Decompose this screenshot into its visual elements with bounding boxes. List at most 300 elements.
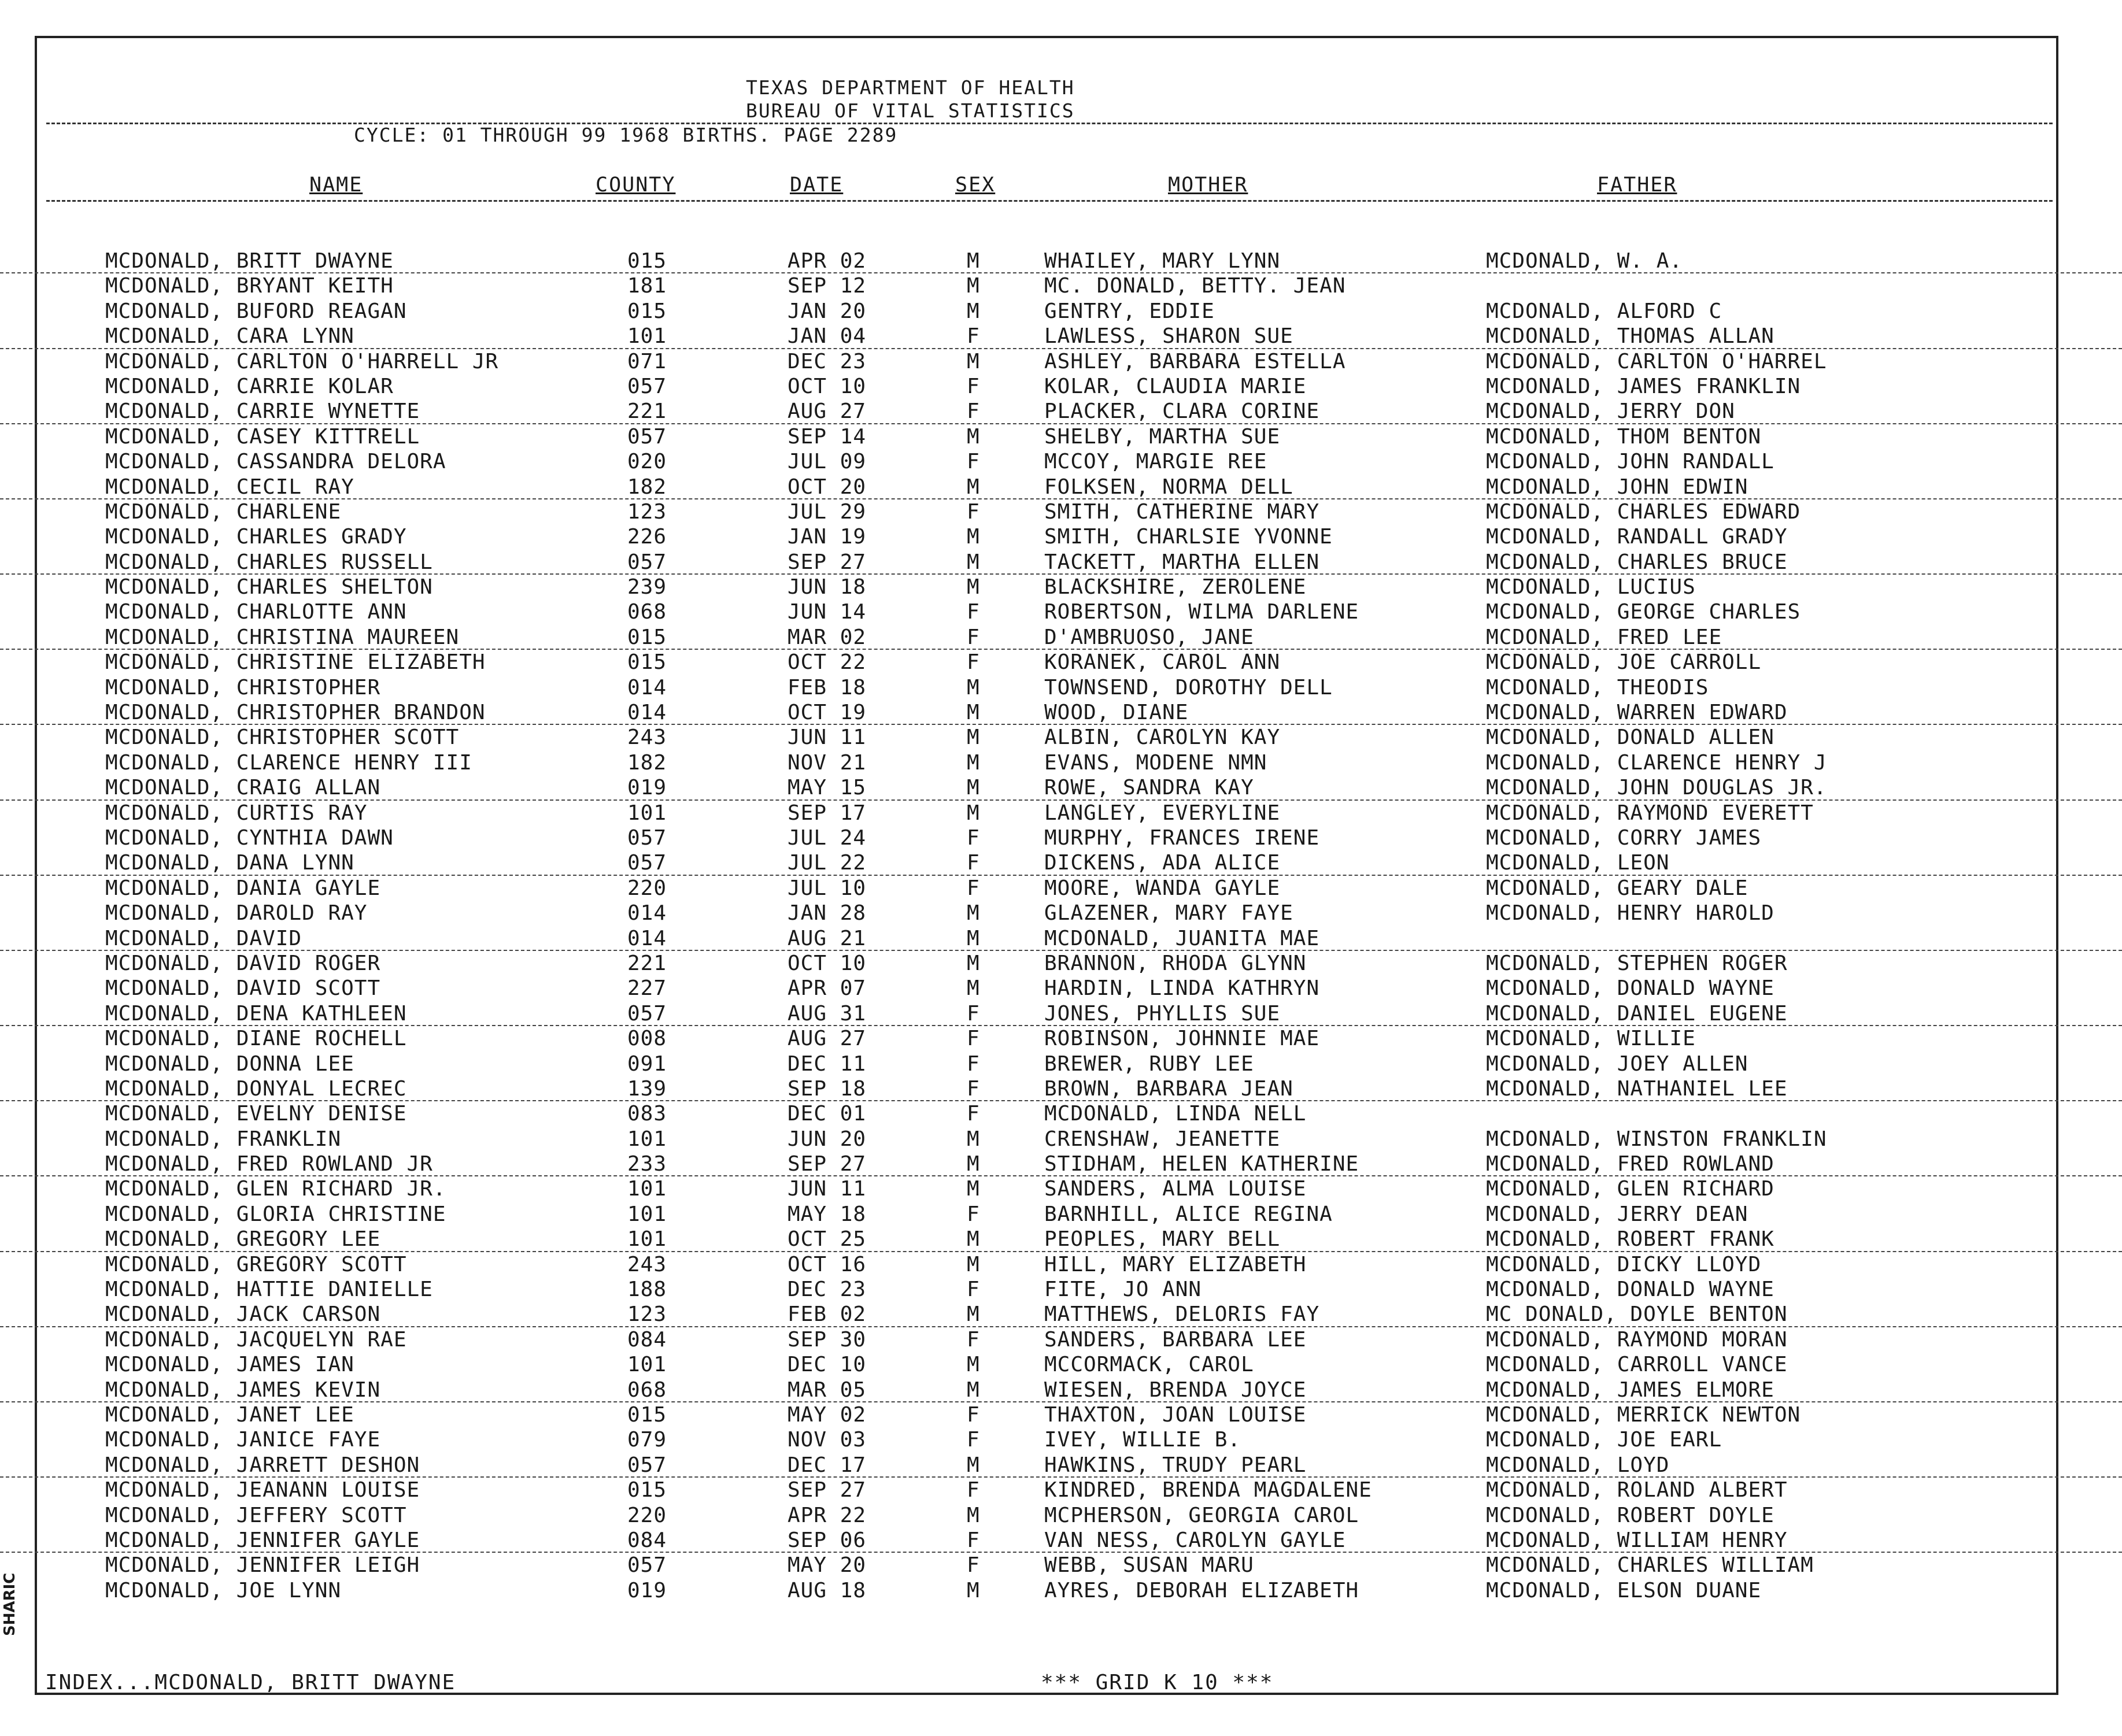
cell-sex: M [967, 675, 980, 699]
cell-county: 015 [627, 1478, 667, 1502]
cell-county: 057 [627, 1453, 667, 1477]
cell-father: MCDONALD, JAMES ELMORE [1486, 1378, 1775, 1402]
cell-name: MCDONALD, BRYANT KEITH [105, 274, 394, 298]
cell-county: 020 [627, 450, 667, 474]
table-row [0, 599, 2122, 624]
cell-father: MCDONALD, ELSON DUANE [1486, 1578, 1762, 1602]
cell-county: 014 [627, 675, 667, 699]
cell-name: MCDONALD, DENA KATHLEEN [105, 1001, 407, 1026]
cell-sex: M [967, 976, 980, 1001]
cell-county: 221 [627, 951, 667, 975]
cell-date: AUG 27 [788, 1027, 867, 1051]
cell-date: JUN 18 [788, 575, 867, 599]
cell-father: MCDONALD, DANIEL EUGENE [1486, 1001, 1788, 1026]
cell-date: JUL 09 [788, 450, 867, 474]
table-row [0, 499, 2122, 524]
cell-date: AUG 27 [788, 399, 867, 424]
cell-sex: M [967, 1353, 980, 1377]
cell-mother: AYRES, DEBORAH ELIZABETH [1044, 1578, 1359, 1602]
cell-date: JUN 14 [788, 600, 867, 624]
cell-name: MCDONALD, JAMES IAN [105, 1353, 354, 1377]
table-row [0, 1478, 2122, 1502]
table-row [0, 1553, 2122, 1578]
cell-county: 071 [627, 349, 667, 373]
cell-mother: MCCORMACK, CAROL [1044, 1353, 1254, 1377]
cell-county: 101 [627, 1177, 667, 1201]
cell-date: DEC 01 [788, 1102, 867, 1126]
cell-mother: WIESEN, BRENDA JOYCE [1044, 1378, 1307, 1402]
cell-county: 101 [627, 1202, 667, 1226]
cell-county: 123 [627, 499, 667, 524]
cell-date: MAR 05 [788, 1378, 867, 1402]
cell-date: APR 02 [788, 249, 867, 273]
cell-name: MCDONALD, CHARLES GRADY [105, 525, 407, 549]
cell-name: MCDONALD, CHARLES SHELTON [105, 575, 433, 599]
cell-name: MCDONALD, DAVID SCOTT [105, 976, 381, 1001]
cell-county: 068 [627, 1378, 667, 1402]
cell-father: MCDONALD, RAYMOND MORAN [1486, 1327, 1788, 1352]
cell-name: MCDONALD, CHARLES RUSSELL [105, 550, 433, 574]
table-row [0, 826, 2122, 850]
table-row [0, 299, 2122, 324]
cell-name: MCDONALD, JEFFERY SCOTT [105, 1503, 407, 1527]
cell-name: MCDONALD, CECIL RAY [105, 475, 354, 499]
column-header-sex: SEX [955, 173, 996, 197]
table-row [0, 575, 2122, 599]
cell-name: MCDONALD, DIANE ROCHELL [105, 1027, 407, 1051]
cell-sex: F [967, 1102, 980, 1126]
table-row [0, 524, 2122, 549]
cell-county: 123 [627, 1302, 667, 1327]
cell-father: MCDONALD, WILLIE [1486, 1027, 1696, 1051]
cell-father: MCDONALD, GEARY DALE [1486, 876, 1748, 900]
cell-name: MCDONALD, JOE LYNN [105, 1578, 342, 1602]
cell-date: DEC 10 [788, 1353, 867, 1377]
table-row [0, 1152, 2122, 1176]
cell-sex: M [967, 1127, 980, 1151]
cell-mother: ALBIN, CAROLYN KAY [1044, 726, 1281, 750]
cell-name: MCDONALD, CASEY KITTRELL [105, 424, 420, 449]
cell-mother: WEBB, SUSAN MARU [1044, 1553, 1254, 1578]
cell-father: MCDONALD, JAMES FRANKLIN [1486, 374, 1801, 398]
table-row [0, 625, 2122, 650]
table-row [0, 876, 2122, 901]
cell-mother: LANGLEY, EVERYLINE [1044, 801, 1281, 825]
cell-mother: D'AMBRUOSO, JANE [1044, 625, 1254, 649]
cell-father: MCDONALD, THEODIS [1486, 675, 1709, 699]
cell-county: 233 [627, 1152, 667, 1176]
cell-mother: SHELBY, MARTHA SUE [1044, 424, 1281, 449]
cell-county: 057 [627, 374, 667, 398]
cell-county: 220 [627, 1503, 667, 1527]
cell-mother: VAN NESS, CAROLYN GAYLE [1044, 1528, 1346, 1552]
cell-mother: MCDONALD, LINDA NELL [1044, 1102, 1307, 1126]
cell-mother: ROBERTSON, WILMA DARLENE [1044, 600, 1359, 624]
cell-father: MCDONALD, CHARLES WILLIAM [1486, 1553, 1814, 1578]
cell-county: 015 [627, 1402, 667, 1427]
cell-sex: F [967, 600, 980, 624]
cell-name: MCDONALD, JEANANN LOUISE [105, 1478, 420, 1502]
cell-sex: M [967, 1252, 980, 1276]
cell-name: MCDONALD, FRED ROWLAND JR [105, 1152, 433, 1176]
cell-date: SEP 14 [788, 424, 867, 449]
cell-name: MCDONALD, DAROLD RAY [105, 901, 368, 926]
cell-mother: MURPHY, FRANCES IRENE [1044, 826, 1320, 850]
cell-name: MCDONALD, EVELNY DENISE [105, 1102, 407, 1126]
cell-name: MCDONALD, BUFORD REAGAN [105, 299, 407, 323]
cell-date: JAN 19 [788, 525, 867, 549]
cell-county: 101 [627, 801, 667, 825]
cell-mother: KORANEK, CAROL ANN [1044, 650, 1281, 675]
cell-mother: EVANS, MODENE NMN [1044, 750, 1267, 775]
cell-sex: F [967, 499, 980, 524]
cell-date: SEP 30 [788, 1327, 867, 1352]
cell-name: MCDONALD, JANET LEE [105, 1402, 354, 1427]
cell-father: MCDONALD, DICKY LLOYD [1486, 1252, 1762, 1276]
cell-name: MCDONALD, JENNIFER LEIGH [105, 1553, 420, 1578]
cell-father: MCDONALD, JOE EARL [1486, 1428, 1722, 1452]
cell-father: MCDONALD, THOM BENTON [1486, 424, 1762, 449]
cell-sex: M [967, 750, 980, 775]
table-row [0, 1202, 2122, 1227]
cell-father: MCDONALD, CARLTON O'HARREL [1486, 349, 1827, 373]
cell-sex: M [967, 274, 980, 298]
cell-name: MCDONALD, DANIA GAYLE [105, 876, 381, 900]
table-row [0, 273, 2122, 298]
table-row [0, 951, 2122, 976]
cell-county: 226 [627, 525, 667, 549]
cell-name: MCDONALD, JANICE FAYE [105, 1428, 381, 1452]
cell-county: 101 [627, 1353, 667, 1377]
cell-county: 057 [627, 851, 667, 875]
cell-date: MAR 02 [788, 625, 867, 649]
cell-date: SEP 12 [788, 274, 867, 298]
cycle-line: CYCLE: 01 THROUGH 99 1968 BIRTHS. PAGE 2289 [354, 124, 898, 146]
cell-name: MCDONALD, GLORIA CHRISTINE [105, 1202, 446, 1226]
table-row [0, 1378, 2122, 1402]
cell-date: FEB 18 [788, 675, 867, 699]
cell-date: MAY 02 [788, 1402, 867, 1427]
cell-sex: F [967, 851, 980, 875]
cell-father: MCDONALD, JERRY DON [1486, 399, 1735, 424]
cell-sex: M [967, 1578, 980, 1602]
cell-mother: STIDHAM, HELEN KATHERINE [1044, 1152, 1359, 1176]
cell-date: JAN 28 [788, 901, 867, 926]
cell-mother: MCPHERSON, GEORGIA CAROL [1044, 1503, 1359, 1527]
cell-name: MCDONALD, CARLTON O'HARRELL JR [105, 349, 499, 373]
cell-date: JAN 04 [788, 324, 867, 349]
table-row [0, 926, 2122, 951]
index-label: INDEX...MCDONALD, BRITT DWAYNE [45, 1671, 456, 1694]
cell-mother: FITE, JO ANN [1044, 1278, 1202, 1302]
cell-father: MCDONALD, ALFORD C [1486, 299, 1722, 323]
cell-father: MCDONALD, CORRY JAMES [1486, 826, 1762, 850]
cell-sex: M [967, 1177, 980, 1201]
cell-county: 101 [627, 1227, 667, 1252]
column-header-name: NAME [309, 173, 363, 197]
cell-county: 079 [627, 1428, 667, 1452]
cell-sex: F [967, 1202, 980, 1226]
cell-father: MCDONALD, JOEY ALLEN [1486, 1052, 1748, 1076]
cell-name: MCDONALD, FRANKLIN [105, 1127, 342, 1151]
table-row [0, 976, 2122, 1001]
cell-name: MCDONALD, CARRIE WYNETTE [105, 399, 420, 424]
cell-father: MCDONALD, DONALD WAYNE [1486, 976, 1775, 1001]
cell-mother: TOWNSEND, DOROTHY DELL [1044, 675, 1333, 699]
cell-sex: F [967, 1553, 980, 1578]
cell-name: MCDONALD, CARRIE KOLAR [105, 374, 394, 398]
cell-sex: F [967, 1027, 980, 1051]
table-row [0, 1453, 2122, 1478]
header-divider [46, 123, 2053, 124]
cell-mother: LAWLESS, SHARON SUE [1044, 324, 1293, 349]
cell-county: 243 [627, 1252, 667, 1276]
cell-county: 221 [627, 399, 667, 424]
cell-mother: HILL, MARY ELIZABETH [1044, 1252, 1307, 1276]
cell-sex: M [967, 525, 980, 549]
cell-mother: WHAILEY, MARY LYNN [1044, 249, 1281, 273]
cell-date: APR 07 [788, 976, 867, 1001]
cell-date: OCT 16 [788, 1252, 867, 1276]
cell-county: 068 [627, 600, 667, 624]
cell-mother: SANDERS, ALMA LOUISE [1044, 1177, 1307, 1201]
cell-father: MC DONALD, DOYLE BENTON [1486, 1302, 1788, 1327]
cell-date: OCT 20 [788, 475, 867, 499]
cell-name: MCDONALD, BRITT DWAYNE [105, 249, 394, 273]
cell-mother: MCDONALD, JUANITA MAE [1044, 926, 1320, 950]
cell-father: MCDONALD, JOE CARROLL [1486, 650, 1762, 675]
table-row [0, 349, 2122, 374]
cell-county: 084 [627, 1327, 667, 1352]
cell-father: MCDONALD, FRED LEE [1486, 625, 1722, 649]
cell-county: 091 [627, 1052, 667, 1076]
cell-date: SEP 17 [788, 801, 867, 825]
cell-date: JUL 29 [788, 499, 867, 524]
cell-county: 084 [627, 1528, 667, 1552]
table-row [0, 1578, 2122, 1603]
cell-mother: SANDERS, BARBARA LEE [1044, 1327, 1307, 1352]
cell-sex: M [967, 701, 980, 725]
table-row [0, 700, 2122, 725]
cell-sex: M [967, 801, 980, 825]
cell-mother: FOLKSEN, NORMA DELL [1044, 475, 1293, 499]
table-row [0, 1352, 2122, 1377]
table-row [0, 1076, 2122, 1101]
cell-sex: F [967, 1001, 980, 1026]
cell-father: MCDONALD, FRED ROWLAND [1486, 1152, 1775, 1176]
cell-mother: PLACKER, CLARA CORINE [1044, 399, 1320, 424]
cell-mother: PEOPLES, MARY BELL [1044, 1227, 1281, 1252]
cell-county: 019 [627, 1578, 667, 1602]
cell-county: 227 [627, 976, 667, 1001]
cell-sex: M [967, 424, 980, 449]
cell-sex: F [967, 876, 980, 900]
cell-date: JUL 24 [788, 826, 867, 850]
cell-mother: BLACKSHIRE, ZEROLENE [1044, 575, 1307, 599]
cell-sex: M [967, 776, 980, 800]
table-row [0, 675, 2122, 700]
cell-father: MCDONALD, W. A. [1486, 249, 1683, 273]
table-row [0, 1427, 2122, 1452]
cell-mother: GLAZENER, MARY FAYE [1044, 901, 1293, 926]
cell-date: NOV 21 [788, 750, 867, 775]
cell-father: MCDONALD, JOHN DOUGLAS JR. [1486, 776, 1827, 800]
cell-date: JUL 22 [788, 851, 867, 875]
cell-name: MCDONALD, DONNA LEE [105, 1052, 354, 1076]
cell-name: MCDONALD, CHRISTINA MAUREEN [105, 625, 460, 649]
cell-date: AUG 21 [788, 926, 867, 950]
cell-county: 083 [627, 1102, 667, 1126]
cell-county: 239 [627, 575, 667, 599]
table-row [0, 850, 2122, 875]
cell-date: FEB 02 [788, 1302, 867, 1327]
cell-name: MCDONALD, DAVID [105, 926, 302, 950]
cell-county: 182 [627, 750, 667, 775]
cell-date: JUN 11 [788, 1177, 867, 1201]
cell-sex: M [967, 1503, 980, 1527]
cell-name: MCDONALD, CHARLOTTE ANN [105, 600, 407, 624]
cell-sex: F [967, 1278, 980, 1302]
cell-date: DEC 23 [788, 1278, 867, 1302]
cell-sex: F [967, 650, 980, 675]
cell-father: MCDONALD, CHARLES BRUCE [1486, 550, 1788, 574]
table-row [0, 1176, 2122, 1201]
cell-name: MCDONALD, GREGORY LEE [105, 1227, 381, 1252]
cell-name: MCDONALD, CHRISTINE ELIZABETH [105, 650, 486, 675]
cell-sex: M [967, 249, 980, 273]
table-row [0, 650, 2122, 675]
cell-name: MCDONALD, DANA LYNN [105, 851, 354, 875]
cell-county: 188 [627, 1278, 667, 1302]
table-row [0, 449, 2122, 474]
table-row [0, 249, 2122, 273]
cell-name: MCDONALD, CASSANDRA DELORA [105, 450, 446, 474]
cell-county: 220 [627, 876, 667, 900]
cell-mother: BARNHILL, ALICE REGINA [1044, 1202, 1333, 1226]
column-header-date: DATE [790, 173, 844, 197]
cell-date: NOV 03 [788, 1428, 867, 1452]
cell-father: MCDONALD, HENRY HAROLD [1486, 901, 1775, 926]
cell-sex: M [967, 550, 980, 574]
cell-mother: BREWER, RUBY LEE [1044, 1052, 1254, 1076]
cell-sex: F [967, 450, 980, 474]
cell-mother: KOLAR, CLAUDIA MARIE [1044, 374, 1307, 398]
cell-father: MCDONALD, RAYMOND EVERETT [1486, 801, 1814, 825]
table-row [0, 1127, 2122, 1152]
cell-mother: WOOD, DIANE [1044, 701, 1189, 725]
column-header-county: COUNTY [596, 173, 676, 197]
cell-county: 019 [627, 776, 667, 800]
cell-date: SEP 06 [788, 1528, 867, 1552]
cell-date: APR 22 [788, 1503, 867, 1527]
cell-date: OCT 22 [788, 650, 867, 675]
cell-date: JUL 10 [788, 876, 867, 900]
cell-mother: SMITH, CHARLSIE YVONNE [1044, 525, 1333, 549]
cell-name: MCDONALD, CHRISTOPHER BRANDON [105, 701, 486, 725]
cell-date: DEC 23 [788, 349, 867, 373]
cell-mother: MCCOY, MARGIE REE [1044, 450, 1267, 474]
grid-label: *** GRID K 10 *** [1041, 1671, 1274, 1694]
cell-father: MCDONALD, LUCIUS [1486, 575, 1696, 599]
cell-county: 243 [627, 726, 667, 750]
cell-father: MCDONALD, DONALD ALLEN [1486, 726, 1775, 750]
cell-county: 057 [627, 1553, 667, 1578]
cell-name: MCDONALD, JENNIFER GAYLE [105, 1528, 420, 1552]
table-row [0, 1402, 2122, 1427]
cell-mother: ROWE, SANDRA KAY [1044, 776, 1254, 800]
table-row [0, 1026, 2122, 1051]
cell-name: MCDONALD, JARRETT DESHON [105, 1453, 420, 1477]
cell-date: JUN 20 [788, 1127, 867, 1151]
cell-sex: F [967, 374, 980, 398]
cell-sex: F [967, 324, 980, 349]
cell-mother: MOORE, WANDA GAYLE [1044, 876, 1281, 900]
cell-father: MCDONALD, ROBERT FRANK [1486, 1227, 1775, 1252]
cell-sex: M [967, 1227, 980, 1252]
cell-name: MCDONALD, CLARENCE HENRY III [105, 750, 472, 775]
cell-father: MCDONALD, CHARLES EDWARD [1486, 499, 1801, 524]
cell-father: MCDONALD, GEORGE CHARLES [1486, 600, 1801, 624]
cell-mother: BRANNON, RHODA GLYNN [1044, 951, 1307, 975]
cell-county: 182 [627, 475, 667, 499]
cell-name: MCDONALD, CHRISTOPHER SCOTT [105, 726, 460, 750]
cell-sex: M [967, 299, 980, 323]
cell-father: MCDONALD, THOMAS ALLAN [1486, 324, 1775, 349]
cell-mother: BROWN, BARBARA JEAN [1044, 1076, 1293, 1101]
cell-sex: F [967, 1528, 980, 1552]
cell-name: MCDONALD, DAVID ROGER [105, 951, 381, 975]
cell-father: MCDONALD, DONALD WAYNE [1486, 1278, 1775, 1302]
cell-father: MCDONALD, CLARENCE HENRY J [1486, 750, 1827, 775]
cell-father: MCDONALD, CARROLL VANCE [1486, 1353, 1788, 1377]
cell-date: DEC 11 [788, 1052, 867, 1076]
cell-father: MCDONALD, JOHN RANDALL [1486, 450, 1775, 474]
cell-mother: ROBINSON, JOHNNIE MAE [1044, 1027, 1320, 1051]
cell-father: MCDONALD, JERRY DEAN [1486, 1202, 1748, 1226]
table-row [0, 750, 2122, 775]
cell-mother: KINDRED, BRENDA MAGDALENE [1044, 1478, 1372, 1502]
cell-mother: MATTHEWS, DELORIS FAY [1044, 1302, 1320, 1327]
cell-sex: F [967, 1402, 980, 1427]
cell-mother: MC. DONALD, BETTY. JEAN [1044, 274, 1346, 298]
cell-county: 139 [627, 1076, 667, 1101]
cell-county: 014 [627, 901, 667, 926]
table-row [0, 475, 2122, 499]
cell-name: MCDONALD, JACK CARSON [105, 1302, 381, 1327]
table-row [0, 775, 2122, 800]
table-row [0, 550, 2122, 575]
cell-father: MCDONALD, JOHN EDWIN [1486, 475, 1748, 499]
cell-sex: F [967, 399, 980, 424]
records-list [0, 249, 2122, 1603]
column-header-divider [46, 200, 2053, 202]
cell-father: MCDONALD, MERRICK NEWTON [1486, 1402, 1801, 1427]
agency-title: TEXAS DEPARTMENT OF HEALTH [746, 76, 1075, 99]
cell-name: MCDONALD, CYNTHIA DAWN [105, 826, 394, 850]
cell-county: 181 [627, 274, 667, 298]
cell-sex: F [967, 1076, 980, 1101]
cell-sex: M [967, 1302, 980, 1327]
cell-county: 015 [627, 625, 667, 649]
bureau-title: BUREAU OF VITAL STATISTICS [746, 99, 1075, 122]
cell-date: SEP 27 [788, 1478, 867, 1502]
cell-mother: HARDIN, LINDA KATHRYN [1044, 976, 1320, 1001]
table-row [0, 1503, 2122, 1528]
cell-mother: TACKETT, MARTHA ELLEN [1044, 550, 1320, 574]
cell-sex: M [967, 475, 980, 499]
table-row [0, 374, 2122, 399]
cell-sex: M [967, 1453, 980, 1477]
